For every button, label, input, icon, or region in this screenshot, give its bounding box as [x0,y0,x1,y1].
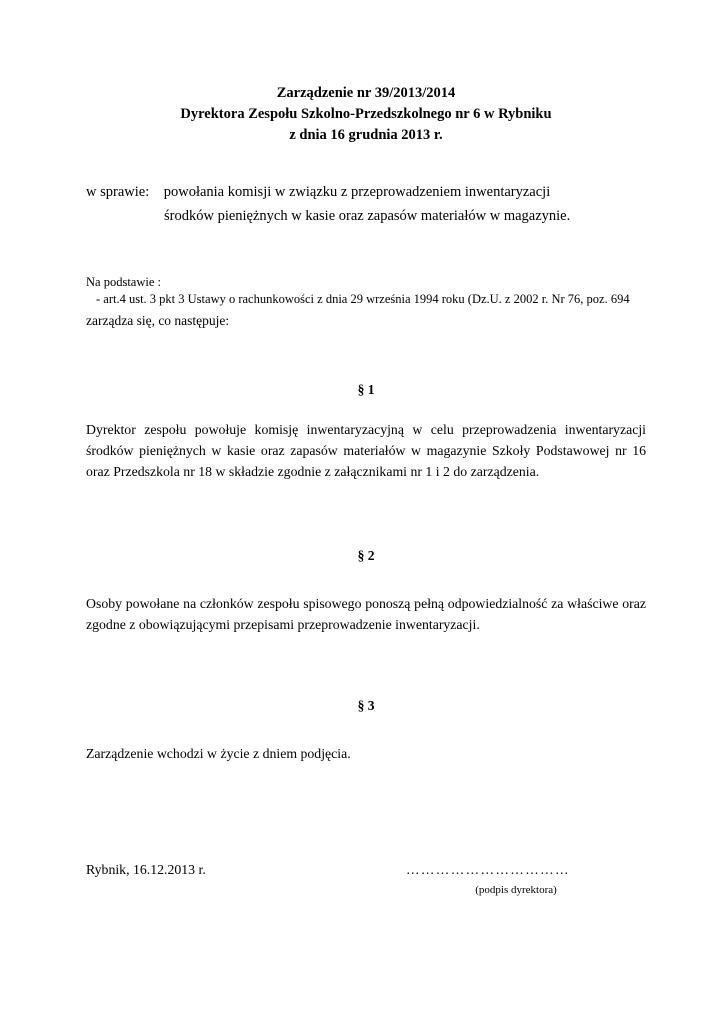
section-3-body: Zarządzenie wchodzi w życie z dniem podjęcia. [86,745,351,761]
section-1-heading: § 1 [357,382,375,398]
document-title [86,83,646,146]
signature-caption: (podpis dyrektora) [475,884,557,896]
signature-area [396,862,636,896]
subject-text-rest: środków pieniężnych w kasie oraz zapasów materiałów w magazynie. [164,207,571,224]
section-2-heading: § 2 [357,548,375,564]
legal-basis-item: - art.4 ust. 3 pkt 3 Ustawy o rachunkowości z dnia 29 września 1994 roku (Dz.U. z 2002 r. Nr 76, poz. 694 [96,292,630,307]
document-content [86,0,646,764]
place-and-date: Rybnik, 16.12.2013 r. [86,862,206,877]
subject-block [86,182,646,228]
legal-basis-closing: zarządza się, co następuje: [86,313,230,329]
legal-basis-heading: Na podstawie : [86,274,161,289]
section-1-body: Dyrektor zespołu powołuje komisję inwentaryzacyjną w celu przeprowadzenia inwentaryzacji środków pieniężnych w kasie oraz zapasów materiałów w magazynie Szkoły Podstawowej nr 16 oraz Przedszkola nr 18 w składzie zgodnie z załącznikami nr 1 i 2 do zarządzenia. [86,422,646,479]
document-footer [86,862,646,896]
title-line-2: Dyrektora Zespołu Szkolno-Przedszkolnego nr 6 w Rybniku [180,106,552,123]
footer-row [86,862,646,896]
subject-label: w sprawie: [86,184,150,201]
subject-text-first: powołania komisji w związku z przeprowadzeniem inwentaryzacji [163,184,551,201]
subject-first-line [86,182,646,204]
signature-line: …………………………… [406,862,570,877]
legal-basis-block [86,274,646,331]
title-line-1: Zarządzenie nr 39/2013/2014 [276,85,456,101]
section-3-heading: § 3 [357,697,375,713]
section-2-body: Osoby powołane na członków zespołu spisowego ponoszą pełną odpowiedzialność za właściwe oraz zgodne z obowiązującymi przepisami przeprowadzenie inwentaryzacji. [86,596,646,632]
title-line-3: z dnia 16 grudnia 2013 r. [289,127,443,144]
